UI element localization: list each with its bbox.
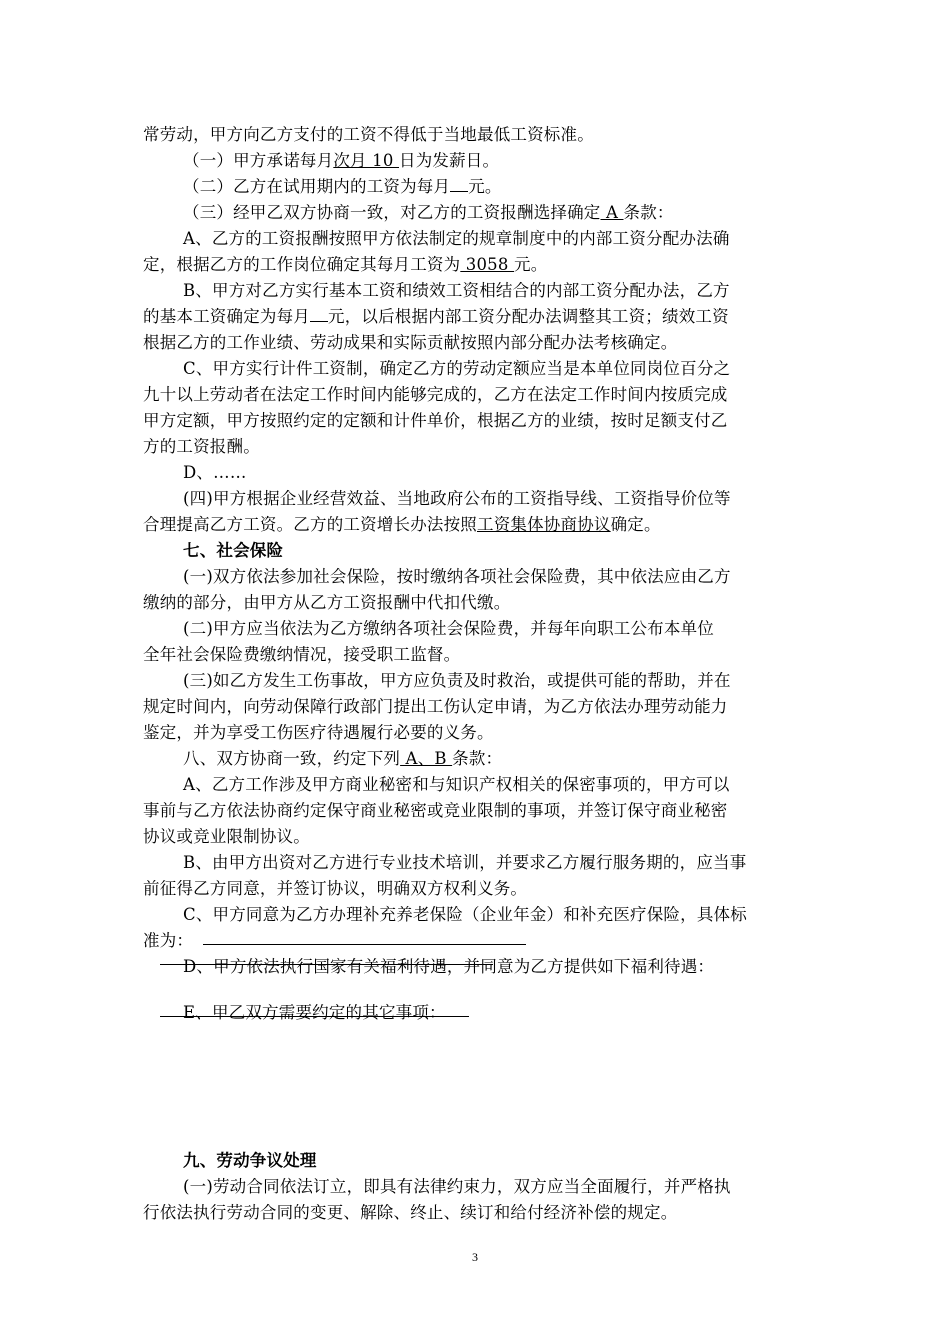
paragraph-line — [183, 356, 809, 382]
paragraph-line — [143, 928, 809, 954]
paragraph-line — [143, 1200, 809, 1226]
text: （三）经甲乙双方协商一致，对乙方的工资报酬选择确定 — [183, 203, 601, 222]
text: (四)甲方根据企业经营效益、当地政府公布的工资指导线、工资指导价位等 — [183, 489, 731, 508]
paragraph-line — [143, 512, 809, 538]
paragraph-line — [183, 278, 809, 304]
text: 行依法执行劳动合同的变更、解除、终止、续订和给付经济补偿的规定。 — [143, 1203, 678, 1222]
paragraph-line — [143, 824, 809, 850]
text: D、…… — [183, 463, 247, 482]
text: 方的工资报酬。 — [143, 437, 260, 456]
paragraph-line — [143, 694, 809, 720]
text: 九十以上劳动者在法定工作时间内能够完成的，乙方在法定工作时间内按质完成 — [143, 385, 728, 404]
text: 元，以后根据内部工资分配办法调整其工资；绩效工资 — [328, 307, 729, 326]
fill-in-line — [160, 964, 493, 965]
text: 条款： — [452, 749, 503, 768]
paragraph-line — [183, 226, 809, 252]
paragraph-line — [183, 1000, 809, 1026]
agreement-clause-line — [183, 746, 809, 772]
paragraph-line — [143, 122, 809, 148]
paragraph-line — [183, 460, 809, 486]
text: B、甲方对乙方实行基本工资和绩效工资相结合的内部工资分配办法，乙方 — [183, 281, 730, 300]
blank-field — [310, 305, 328, 322]
payday-value: 次月 10 — [333, 151, 399, 170]
heading-text: 七、社会保险 — [183, 541, 284, 560]
paragraph-line — [183, 616, 809, 642]
paragraph-line — [143, 720, 809, 746]
text: 条款： — [623, 203, 674, 222]
paragraph-line — [143, 304, 809, 330]
text: （一）甲方承诺每月 — [183, 151, 334, 170]
agreement-value: 工资集体协商协议 — [477, 515, 611, 534]
fill-in-line — [203, 944, 526, 945]
paragraph-line — [183, 772, 809, 798]
probation-salary-line — [183, 174, 809, 200]
text: （二）乙方在试用期内的工资为每月 — [183, 177, 451, 196]
text: 缴纳的部分，由甲方从乙方工资报酬中代扣代缴。 — [143, 593, 511, 612]
text: C、甲方同意为乙方办理补充养老保险（企业年金）和补充医疗保险，具体标 — [183, 905, 747, 924]
clause-value: A、B — [400, 749, 453, 768]
text: 事前与乙方依法协商约定保守商业秘密或竞业限制的事项，并签订保守商业秘密 — [143, 801, 728, 820]
paragraph-line — [143, 434, 809, 460]
paragraph-line — [143, 330, 809, 356]
paragraph-line — [143, 798, 809, 824]
paragraph-line — [183, 954, 809, 980]
salary-value: 3058 — [460, 255, 514, 274]
paragraph-line — [183, 564, 809, 590]
text: 合理提高乙方工资。乙方的工资增长办法按照 — [143, 515, 477, 534]
text: 规定时间内，向劳动保障行政部门提出工伤认定申请，为乙方依法办理劳动能力 — [143, 697, 728, 716]
salary-payday-line — [183, 148, 809, 174]
text: 协议或竞业限制协议。 — [143, 827, 310, 846]
text: (三)如乙方发生工伤事故，甲方应负责及时救治，或提供可能的帮助，并在 — [183, 671, 731, 690]
text: 前征得乙方同意，并签订协议，明确双方权利义务。 — [143, 879, 528, 898]
text: C、甲方实行计件工资制，确定乙方的劳动定额应当是本单位同岗位百分之 — [183, 359, 731, 378]
text: 鉴定，并为享受工伤医疗待遇履行必要的义务。 — [143, 723, 494, 742]
text: A、乙方的工资报酬按照甲方依法制定的规章制度中的内部工资分配办法确 — [183, 229, 730, 248]
text: 日为发薪日。 — [399, 151, 500, 170]
text: 全年社会保险费缴纳情况，接受职工监督。 — [143, 645, 461, 664]
text: 常劳动，甲方向乙方支付的工资不得低于当地最低工资标准。 — [143, 125, 594, 144]
text: (一)劳动合同依法订立，即具有法律约束力，双方应当全面履行，并严格执 — [183, 1177, 731, 1196]
text: (二)甲方应当依法为乙方缴纳各项社会保险费，并每年向职工公布本单位 — [183, 619, 714, 638]
salary-option-line — [183, 200, 809, 226]
monthly-salary-line — [143, 252, 809, 278]
text: E、甲乙双方需要约定的其它事项： — [183, 1003, 446, 1022]
text: 八、双方协商一致，约定下列 — [183, 749, 401, 768]
fill-in-line — [160, 1016, 469, 1017]
text: 定，根据乙方的工作岗位确定其每月工资为 — [143, 255, 461, 274]
text: 确定。 — [610, 515, 661, 534]
text: 根据乙方的工作业绩、劳动成果和实际贡献按照内部分配办法考核确定。 — [143, 333, 678, 352]
paragraph-line — [183, 486, 809, 512]
text: 元。 — [468, 177, 502, 196]
text: 甲方定额，甲方按照约定的定额和计件单价，根据乙方的业绩，按时足额支付乙 — [143, 411, 728, 430]
option-value: A — [600, 203, 624, 222]
section-heading — [183, 1148, 809, 1174]
blank-field — [450, 175, 468, 192]
paragraph-line — [143, 408, 809, 434]
text: A、乙方工作涉及甲方商业秘密和与知识产权相关的保密事项的，甲方可以 — [183, 775, 730, 794]
section-heading — [183, 538, 809, 564]
paragraph-line — [143, 642, 809, 668]
paragraph-line — [183, 1174, 809, 1200]
paragraph-line — [143, 590, 809, 616]
paragraph-line — [183, 902, 809, 928]
heading-text: 九、劳动争议处理 — [183, 1151, 317, 1170]
text: 准为： — [143, 931, 194, 950]
text: D、甲方依法执行国家有关福利待遇，并同意为乙方提供如下福利待遇： — [183, 957, 715, 976]
text: (一)双方依法参加社会保险，按时缴纳各项社会保险费，其中依法应由乙方 — [183, 567, 731, 586]
page-number: 3 — [472, 1250, 478, 1264]
text: B、由甲方出资对乙方进行专业技术培训，并要求乙方履行服务期的，应当事 — [183, 853, 747, 872]
paragraph-line — [183, 668, 809, 694]
paragraph-line — [143, 876, 809, 902]
text: 元。 — [514, 255, 548, 274]
paragraph-line — [143, 382, 809, 408]
paragraph-line — [183, 850, 809, 876]
text: 的基本工资确定为每月 — [143, 307, 310, 326]
